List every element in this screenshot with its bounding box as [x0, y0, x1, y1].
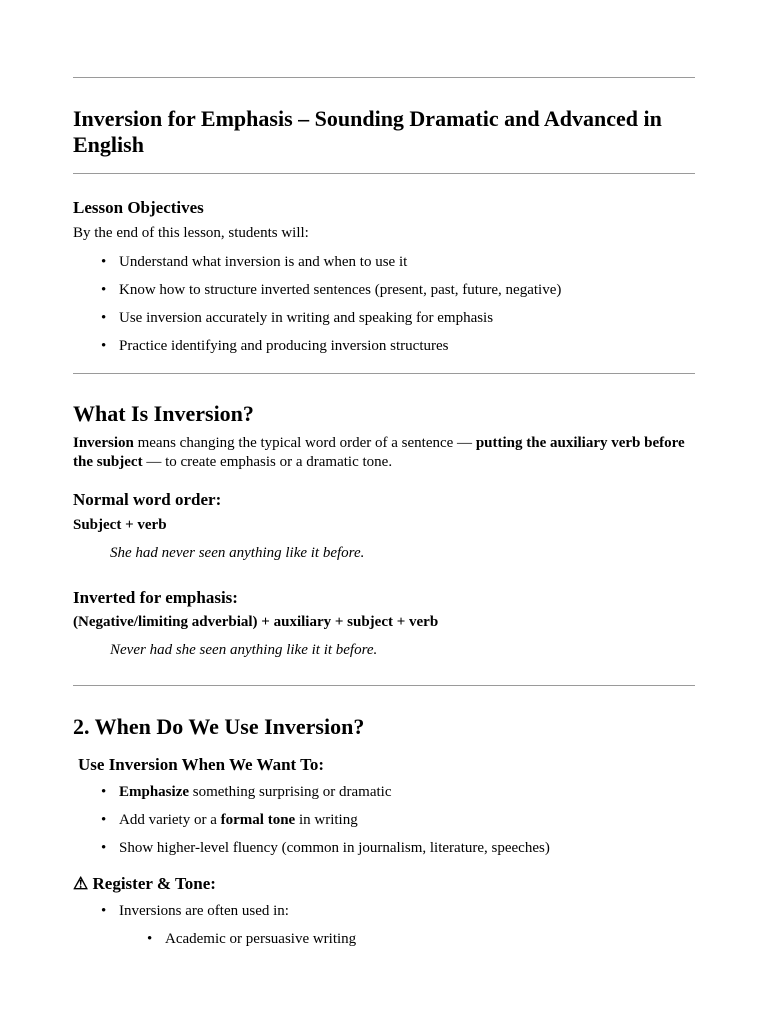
- objectives-list: [73, 252, 695, 364]
- objectives-intro: By the end of this lesson, students will:: [73, 225, 309, 241]
- list-item: • Use inversion accurately in writing and speaking for emphasis: [73, 308, 695, 336]
- normal-order-heading: Normal word order:: [73, 490, 222, 509]
- divider: [73, 373, 695, 374]
- list-item: • Academic or persuasive writing: [73, 929, 695, 957]
- list-item: [73, 838, 695, 866]
- definition-text: — to create emphasis or a dramatic tone.: [142, 454, 393, 470]
- when-heading: 2. When Do We Use Inversion?: [73, 714, 365, 739]
- divider: [73, 77, 695, 78]
- item-text: in writing: [295, 812, 358, 828]
- normal-order-formula: Subject + verb: [73, 517, 167, 533]
- inversion-definition: [73, 434, 695, 472]
- normal-order-example: She had never seen anything like it before.: [110, 545, 365, 561]
- register-heading: [73, 874, 216, 894]
- page-title: Inversion for Emphasis – Sounding Dramatic and Advanced in English: [73, 106, 662, 157]
- definition-term: Inversion: [73, 435, 134, 451]
- objectives-heading: Lesson Objectives: [73, 198, 204, 217]
- list-item: [73, 782, 695, 810]
- when-list: [73, 782, 695, 866]
- definition-text: means changing the typical word order of a sentence —: [133, 435, 476, 451]
- inverted-example: Never had she seen anything like it it before.: [110, 642, 378, 658]
- register-heading-text: Register & Tone:: [92, 874, 216, 893]
- definition-emphasis: putting the auxiliary verb before the subject: [73, 435, 685, 470]
- list-item: [73, 810, 695, 838]
- inverted-formula: (Negative/limiting adverbial) + auxiliary + subject + verb: [73, 614, 439, 630]
- when-subheading: Use Inversion When We Want To:: [78, 755, 325, 774]
- item-emphasis: formal tone: [220, 812, 296, 828]
- what-is-heading: What Is Inversion?: [73, 401, 254, 426]
- inverted-heading: Inverted for emphasis:: [73, 588, 238, 607]
- list-item: • Understand what inversion is and when to use it: [73, 252, 695, 280]
- register-sublist: [73, 929, 695, 957]
- register-list: [73, 901, 695, 929]
- divider: [73, 685, 695, 686]
- item-emphasis: Emphasize: [119, 784, 190, 800]
- list-item: • Inversions are often used in:: [73, 901, 695, 929]
- item-text: something surprising or dramatic: [189, 784, 392, 800]
- divider: [73, 173, 695, 174]
- warning-icon: ⚠: [73, 874, 89, 893]
- list-item: • Practice identifying and producing inversion structures: [73, 336, 695, 364]
- list-item: • Know how to structure inverted sentences (present, past, future, negative): [73, 280, 695, 308]
- item-text: Add variety or a: [119, 812, 221, 828]
- item-text: Show higher-level fluency (common in journalism, literature, speeches): [119, 840, 550, 856]
